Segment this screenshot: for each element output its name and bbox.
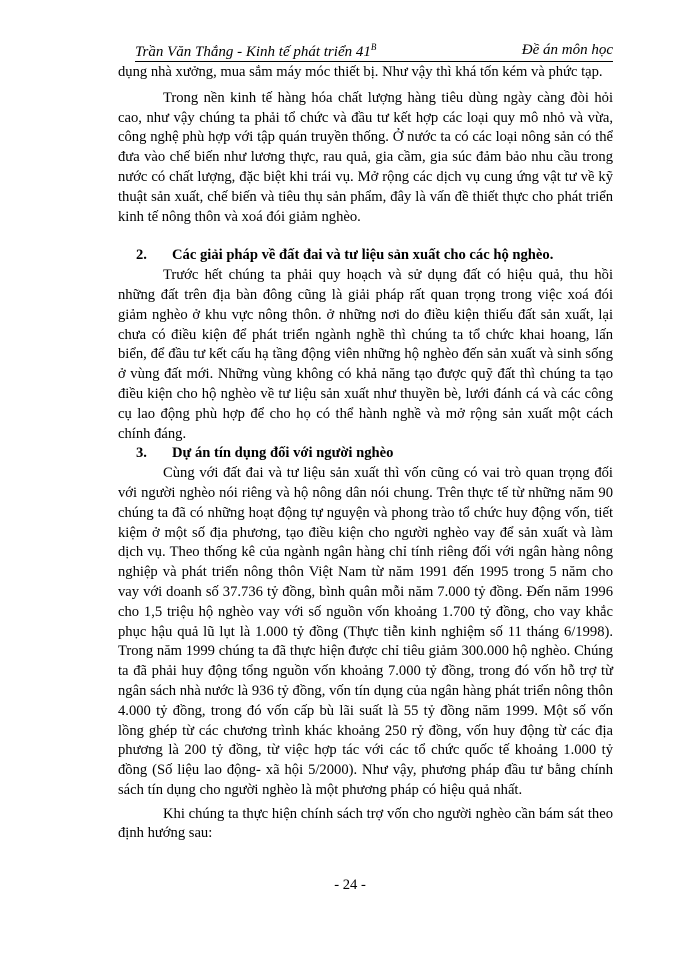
header-left-superscript: B: [370, 42, 377, 52]
paragraph-dinh-huong: Khi chúng ta thực hiện chính sách trợ vốn cho người nghèo cần bám sát theo định hướng sau:: [118, 805, 613, 842]
paragraph-continuation: dụng nhà xưởng, mua sắm máy móc thiết bị. Như vậy thì khá tốn kém và phức tạp.: [118, 64, 603, 80]
page-number: - 24 -: [334, 877, 366, 893]
paragraph-dat-dai: Trước hết chúng ta phải quy hoạch và sử dụng đất có hiệu quả, thu hồi những đất trên địa bàn đông cũng là giải pháp rất quan trọng trong việc xoá đói giảm nghèo ở khu vực nông thôn. ở những nơi do điều kiện thiếu đất sản xuất, lại chưa có điều kiện để phát triển ngành nghề thì chúng ta tổ chức khai hoang, lấn biển, để đầu tư kết cấu hạ tầng động viên những hộ nghèo đến sản xuất và sinh sống ở vùng đất mới. Những vùng không có khả năng tạo được quỹ đất thì chúng ta tạo điều kiện cho hộ nghèo về tư liệu sản xuất như thuyền bè, lưới đánh cá và các công cụ lao động phù hợp để cho họ có thể hành nghề và mở rộng sản xuất một cách chính đáng.: [118, 267, 613, 442]
header-document-type: Đề án môn học: [521, 42, 613, 58]
section-title-3: Dự án tín dụng đối với người nghèo: [172, 445, 394, 462]
section-heading-3: [118, 444, 613, 464]
page-header: [135, 42, 613, 64]
section-number-3: 3.: [136, 445, 147, 462]
section-heading-2: [118, 246, 613, 266]
section-number-2: 2.: [136, 247, 147, 264]
paragraph-gap: [118, 227, 613, 246]
page-body: [118, 63, 613, 844]
header-rule: [135, 61, 613, 62]
paragraph-tin-dung: Cùng với đất đai và tư liệu sản xuất thì vốn cũng có vai trò quan trọng đối với người nghèo nói riêng và hộ nông dân nói chung. Trên thực tế từ những năm 90 chúng ta đã có những hoạt động tự nguyện và phong trào tổ chức huy động vốn, tiết kiệm ở một số địa phương, tạo điều kiện cho người nghèo vay để sản xuất và làm dịch vụ. Theo thống kê của ngành ngân hàng chỉ tính riêng đối với ngân hàng nông nghiệp và phát triển nông thôn Việt Nam từ năm 1991 đến 1995 trong 5 năm cho vay với doanh số 37.736 tỷ đồng, bình quân mỗi năm 7.000 tỷ đồng. Đến năm 1996 cho 1,5 triệu hộ nghèo vay với số nguồn vốn khoảng 1.700 tỷ đồng, cho vay khắc phục hậu quả lũ lụt là 1.000 tỷ đồng (Thực tiễn kinh nghiệm số 11 tháng 6/1998). Trong năm 1999 chúng ta đã thực hiện được chỉ tiêu giảm 300.000 hộ nghèo. Chúng ta đã phải huy động tổng nguồn vốn khoảng 7.000 tỷ đồng, trong đó vốn hỗ trợ từ ngân sách nhà nước là 936 tỷ đồng, vốn tín dụng của ngân hàng phát triển nông thôn 4.000 tỷ đồng, trong đó vốn cấp bù lãi suất là 55 tỷ đồng năm 1999. Một số vốn lồng ghép từ các chương trình khác khoảng 250 rỷ đồng, vốn huy động từ các địa phương là 200 tỷ đồng, từ việc hợp tác với các tổ chức quốc tế khoảng 1.000 tỷ đồng (Số liệu lao động- xã hội 5/2000). Như vậy, phương pháp đầu tư bằng chính sách tín dụng cho người nghèo là một phương pháp có hiệu quả nhất.: [118, 465, 613, 798]
header-author-course: [135, 42, 376, 61]
section-title-2: Các giải pháp về đất đai và tư liệu sản xuất cho các hộ nghèo.: [172, 247, 554, 264]
header-left-text: Trần Văn Thắng - Kinh tế phát triển 41: [135, 44, 371, 60]
paragraph-hang-hoa: Trong nền kinh tế hàng hóa chất lượng hàng tiêu dùng ngày càng đòi hỏi cao, như vậy chúng ta phải tổ chức và đầu tư kết hợp các loại quy mô nhỏ và vừa, công nghệ phù hợp với tập quán truyền thống. Ở nước ta có các loại nông sản có thể đưa vào chế biến như lương thực, rau quả, gia cầm, gia súc đảm bảo nhu cầu trong nước có chất lượng, đặc biệt khi trái vụ. Mở rộng các dịch vụ cung ứng vật tư về kỹ thuật sản xuất, chế biến và tiêu thụ sản phẩm, đây là vấn đề thiết thực cho phát triển kinh tế nông thôn và xoá đói giảm nghèo.: [118, 89, 613, 225]
